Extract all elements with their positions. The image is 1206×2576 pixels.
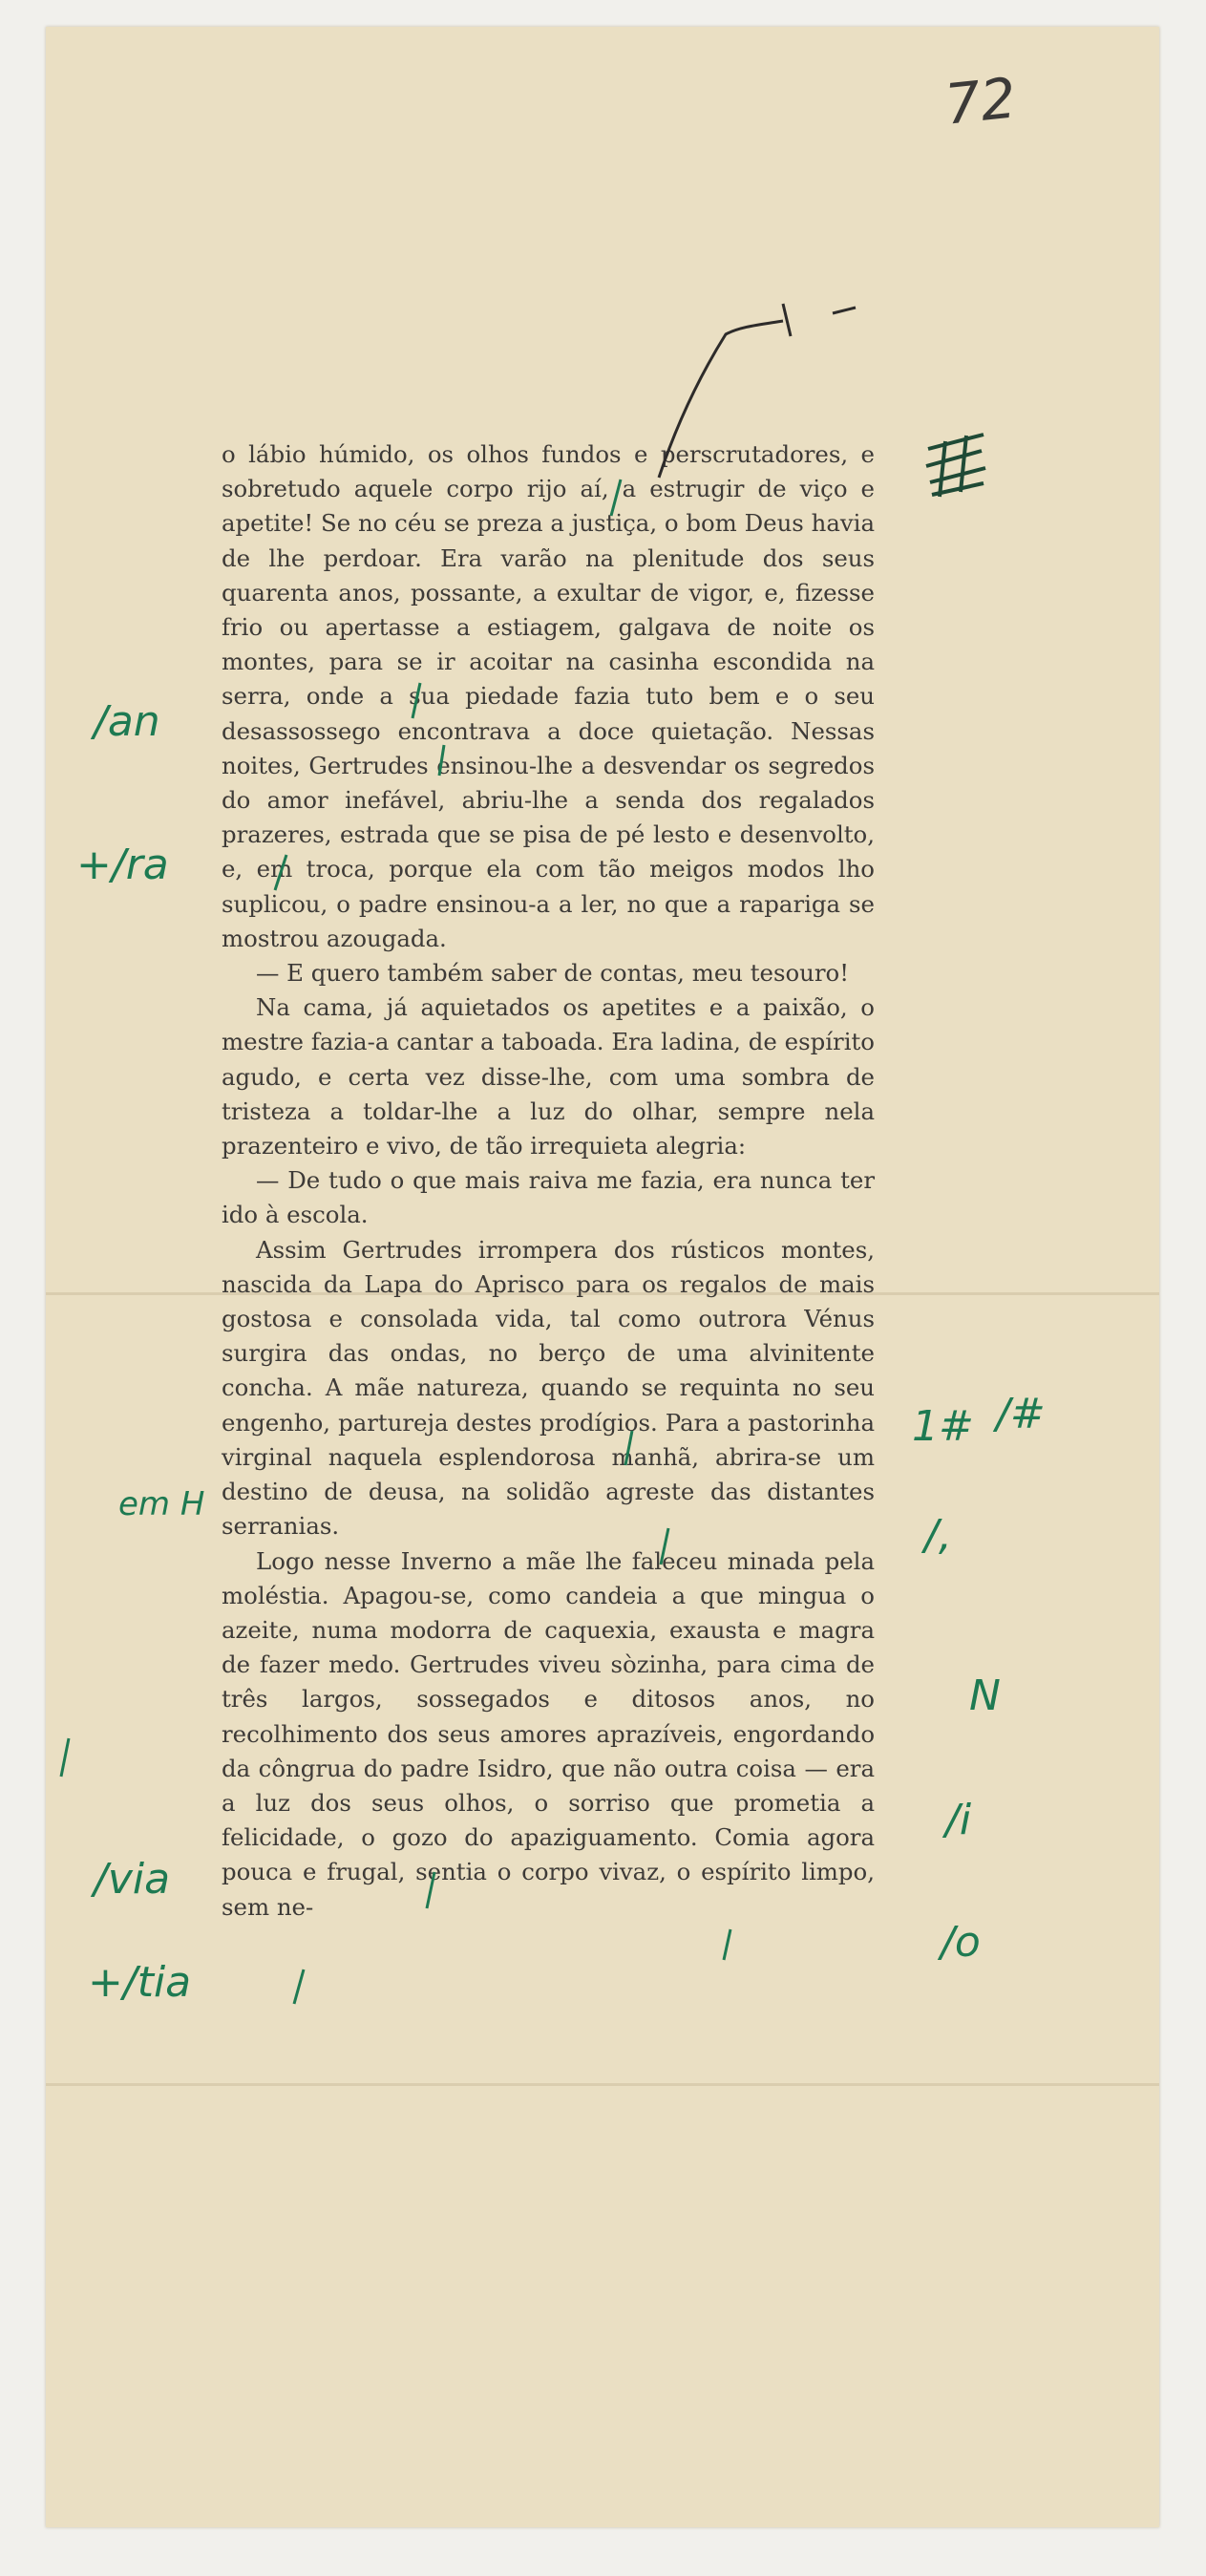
paragraph: o lábio húmido, os olhos fundos e perscrutadores, e sobretudo aquele corpo rijo aí, a estrugir de viço e apetite! Se no céu se preza a justiça, o bom Deus havia de lhe perdoar. Era varão na plenitude dos seus quarenta anos, possante, a exultar de vigor, e, fizesse frio ou apertasse a estiagem, galgava de noite os montes, para se ir acoitar na casinha escondida na serra, onde a sua piedade fazia tuto bem e o seu desassossego encontrava a doce quietação. Nessas noites, Gertrudes ensinou-lhe a desvendar os segredos do amor inefável, abriu-lhe a senda dos regalados prazeres, estrada que se pisa de pé lesto e desenvolto, e, em troca, porque ela com tão meigos modos lho suplicou, o padre ensinou-a a ler, no que a rapariga se mostrou azougada.	[222, 440, 875, 952]
pencil-stroke	[833, 308, 856, 313]
margin-note: /via	[94, 1855, 171, 1904]
margin-note: /,	[924, 1511, 952, 1560]
pencil-stroke	[659, 321, 783, 478]
margin-note: +/ra	[76, 841, 169, 889]
paragraph: Assim Gertrudes irrompera dos rústicos montes, nascida da Lapa do Aprisco para os regalos de mais gostosa e consolada vida, tal como outrora Vénus surgira das ondas, no berço de uma alvinitente concha. A mãe natureza, quando se requinta no seu engenho, partureja destes prodígios. Para a pastorinha virginal naquela esplendorosa manhã, abrira-se um destino de deusa, na solidão agreste das distantes serranias.	[222, 1235, 875, 1541]
margin-note: /an	[94, 697, 160, 746]
inline-marks	[61, 479, 730, 2004]
page-number: 72	[942, 65, 1020, 138]
margin-note: /o	[941, 1918, 981, 1967]
margin-note: +/tia	[88, 1958, 192, 2007]
paragraph: Na cama, já aquietados os apetites e a paixão, o mestre fazia-a cantar a taboada. Era ladina, de espírito agudo, e certa vez disse-lhe, com uma sombra de tristeza a toldar-lhe a luz do olhar, sempre nela prazenteiro e vivo, de tão irrequieta alegria:	[222, 993, 875, 1160]
margin-note: em H	[118, 1485, 205, 1523]
margin-note: /i	[945, 1796, 972, 1844]
margin-note: N	[969, 1671, 1001, 1720]
margin-note: 1#	[912, 1402, 974, 1451]
pencil-stroke	[783, 304, 791, 336]
paragraph: — De tudo o que mais raiva me fazia, era nunca ter ido à escola.	[222, 1166, 875, 1229]
paragraph: — E quero também saber de contas, meu tesouro!	[256, 959, 850, 988]
hash-mark	[926, 435, 985, 497]
paragraph: Logo nesse Inverno a mãe lhe faleceu minada pela moléstia. Apagou-se, como candeia a que mingua o azeite, numa modorra de caquexia, exausta e magra de fazer medo. Gertrudes viveu sòzinha, para cima de três largos, sossegados e ditosos anos, no recolhimento dos seus amores aprazíveis, engordando da côngrua do padre Isidro, que não outra coisa — era a luz dos seus olhos, o sorriso que prometia a felicidade, o gozo do apaziguamento. Comia agora pouca e frugal, sentia o corpo vivaz, o espírito limpo, sem ne-	[222, 1546, 875, 1921]
margin-note: /#	[996, 1390, 1046, 1438]
